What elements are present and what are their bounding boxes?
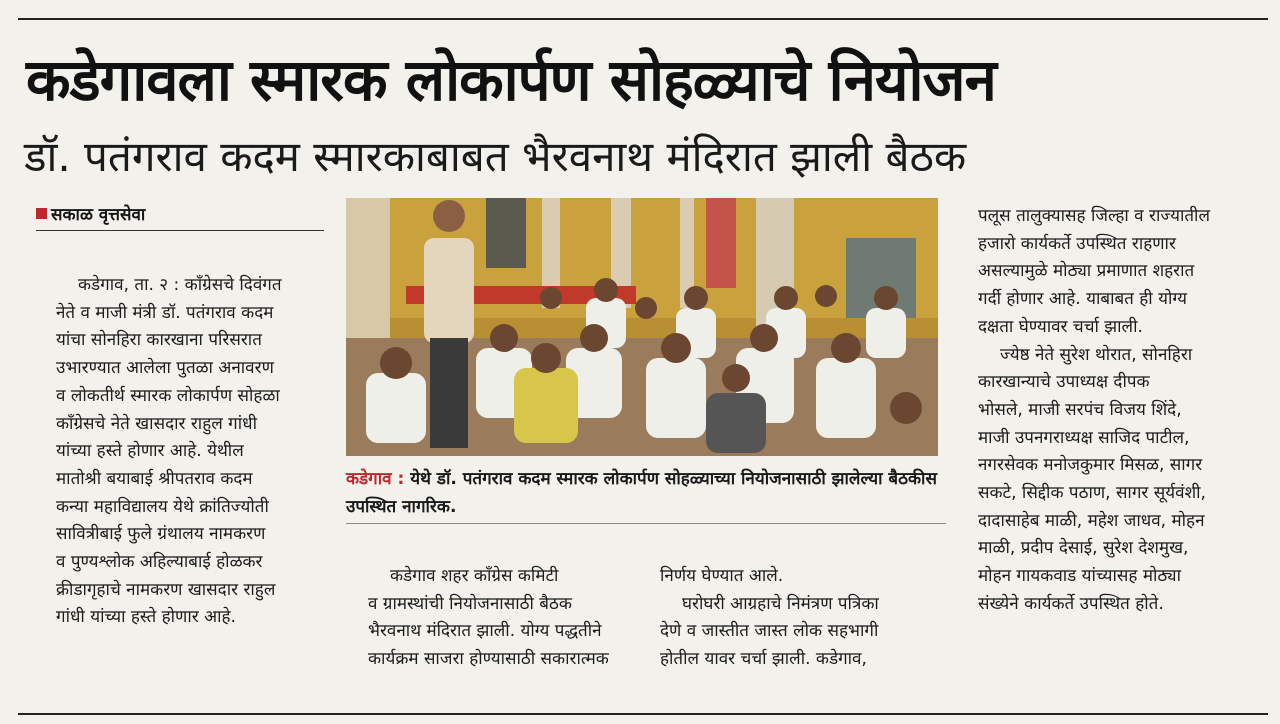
column-line: माजी उपनगराध्यक्ष साजिद पाटील, xyxy=(978,427,1190,448)
column-line: दादासाहेब माळी, महेश जाधव, मोहन xyxy=(978,510,1205,531)
subheadline: डॉ. पतंगराव कदम स्मारकाबाबत भैरवनाथ मंदिरात झाली बैठक xyxy=(24,132,967,181)
byline-text: सकाळ वृत्तसेवा xyxy=(51,205,146,225)
column-line: मातोश्री बयाबाई श्रीपतराव कदम xyxy=(56,468,253,489)
column-line: उभारण्यात आलेला पुतळा अनावरण xyxy=(56,358,274,379)
column-line: ज्येष्ठ नेते सुरेश थोरात, सोनहिरा xyxy=(1000,344,1193,365)
caption-place: कडेगाव : xyxy=(346,469,405,489)
column-line: होतील यावर चर्चा झाली. कडेगाव, xyxy=(660,649,867,670)
column-line: सावित्रीबाई फुले ग्रंथालय नामकरण xyxy=(56,524,266,545)
article-column-3 xyxy=(660,563,946,674)
column-line: हजारो कार्यकर्ते उपस्थित राहणार xyxy=(978,233,1176,254)
column-line: व ग्रामस्थांची नियोजनासाठी बैठक xyxy=(368,593,572,614)
column-line: गांधी यांच्या हस्ते होणार आहे. xyxy=(56,607,236,628)
meeting-photo-illustration xyxy=(346,198,938,456)
meeting-photo xyxy=(346,198,938,456)
column-line: काँग्रेसचे नेते खासदार राहुल गांधी xyxy=(56,413,257,434)
column-line: घरोघरी आग्रहाचे निमंत्रण पत्रिका xyxy=(682,593,879,614)
column-line: सकटे, सिद्दीक पठाण, सागर सूर्यवंशी, xyxy=(978,483,1206,504)
caption-rule xyxy=(346,523,946,524)
article-column-1 xyxy=(56,272,308,632)
column-line: देणे व जास्तीत जास्त लोक सहभागी xyxy=(660,621,879,642)
column-line: मोहन गायकवाड यांच्यासह मोठ्या xyxy=(978,566,1182,587)
column-line: संख्येने कार्यकर्ते उपस्थित होते. xyxy=(978,593,1164,614)
column-line: कार्यक्रम साजरा होण्यासाठी सकारात्मक xyxy=(368,649,609,670)
column-line: यांचा सोनहिरा कारखाना परिसरात xyxy=(56,330,262,351)
column-line: माळी, प्रदीप देसाई, सुरेश देशमुख, xyxy=(978,538,1189,559)
byline-underline xyxy=(36,230,324,231)
column-line: कन्या महाविद्यालय येथे क्रांतिज्योती xyxy=(56,496,269,517)
bottom-rule xyxy=(18,713,1268,715)
column-line: दक्षता घेण्यावर चर्चा झाली. xyxy=(978,316,1143,337)
photo-caption xyxy=(346,465,946,521)
caption-text: येथे डॉ. पतंगराव कदम स्मारक लोकार्पण सोहळ्याच्या नियोजनासाठी झालेल्या बैठकीस उपस्थित नागरिक. xyxy=(346,469,937,517)
column-line: कारखान्याचे उपाध्यक्ष दीपक xyxy=(978,372,1150,393)
article-column-4 xyxy=(978,203,1256,619)
column-line: पलूस तालुक्यासह जिल्हा व राज्यातील xyxy=(978,206,1210,226)
column-line: कडेगाव, ता. २ : काँग्रेसचे दिवंगत xyxy=(78,275,282,295)
column-line: निर्णय घेण्यात आले. xyxy=(660,566,784,586)
byline xyxy=(36,202,336,228)
column-line: व पुण्यश्लोक अहिल्याबाई होळकर xyxy=(56,552,263,573)
column-line: गर्दी होणार आहे. याबाबत ही योग्य xyxy=(978,289,1188,310)
column-line: यांच्या हस्ते होणार आहे. येथील xyxy=(56,441,244,462)
column-line: नेते व माजी मंत्री डॉ. पतंगराव कदम xyxy=(56,302,274,323)
column-line: कडेगाव शहर काँग्रेस कमिटी xyxy=(390,566,559,586)
column-line: व लोकतीर्थ स्मारक लोकार्पण सोहळा xyxy=(56,385,280,406)
column-line: नगरसेवक मनोजकुमार मिसळ, सागर xyxy=(978,455,1203,476)
top-rule xyxy=(18,18,1268,20)
article-column-2 xyxy=(368,563,632,674)
column-line: भैरवनाथ मंदिरात झाली. योग्य पद्धतीने xyxy=(368,621,602,642)
red-square-icon xyxy=(36,208,47,219)
headline: कडेगावला स्मारक लोकार्पण सोहळ्याचे नियोजन xyxy=(26,46,996,114)
column-line: क्रीडागृहाचे नामकरण खासदार राहुल xyxy=(56,579,276,600)
column-line: भोसले, माजी सरपंच विजय शिंदे, xyxy=(978,399,1182,420)
column-line: असल्यामुळे मोठ्या प्रमाणात शहरात xyxy=(978,261,1195,282)
